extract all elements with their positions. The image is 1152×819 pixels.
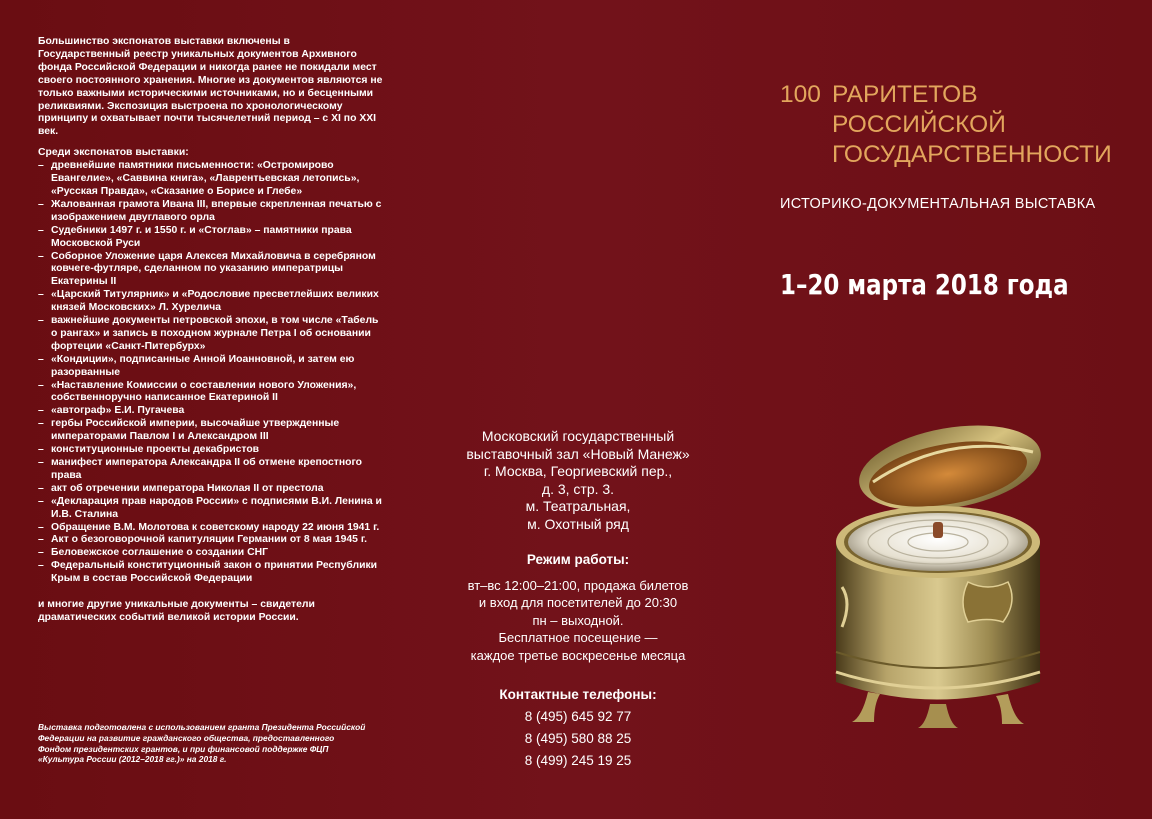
list-item: – манифест императора Александра II об отмене крепостного права — [38, 457, 383, 483]
exhibition-title — [780, 80, 1112, 170]
hours-line: пн – выходной. — [532, 612, 624, 628]
info-column — [436, 428, 720, 772]
silver-casket-with-scroll-icon — [818, 412, 1058, 737]
exhibits-list-title: Среди экспонатов выставки: — [38, 147, 189, 159]
phones-heading: Контактные телефоны: — [499, 687, 657, 703]
phone-number: 8 (495) 580 88 25 — [524, 731, 632, 747]
closing-text: и многие другие уникальные документы – свидетели драматических событий великой истории России. — [38, 599, 315, 623]
phone-number: 8 (499) 245 19 25 — [524, 753, 632, 769]
list-item: – Судебники 1497 г. и 1550 г. и «Стоглав» – памятники права Московской Руси — [38, 225, 383, 251]
title-line-3: ГОСУДАРСТВЕННОСТИ — [832, 141, 1112, 168]
opening-hours — [436, 577, 720, 665]
hours-line: и вход для посетителей до 20:30 — [478, 595, 678, 611]
venue-line: м. Театральная, — [525, 498, 631, 515]
exhibits-list — [38, 160, 383, 586]
hours-line: каждое третье воскресенье месяца — [470, 647, 686, 663]
list-item: – «Декларация прав народов России» с подписями В.И. Ленина и И.В. Сталина — [38, 496, 383, 522]
list-item: – Беловежское соглашение о создании СНГ — [38, 547, 383, 560]
hours-line: Бесплатное посещение — — [498, 630, 658, 646]
venue-line: г. Москва, Георгиевский пер., — [483, 463, 673, 480]
list-item: – «Наставление Комиссии о составлении нового Уложения», собственноручно написанное Екатериной II — [38, 380, 383, 406]
list-item: – «Кондиции», подписанные Анной Иоанновной, и затем ею разорванные — [38, 354, 383, 380]
venue-address — [436, 428, 720, 534]
list-item: – «автограф» Е.И. Пугачева — [38, 405, 383, 418]
exhibition-dates: 1–20 марта 2018 года — [780, 268, 1069, 301]
list-item: – Акт о безоговорочной капитуляции Германии от 8 мая 1945 г. — [38, 534, 383, 547]
intro-text: Большинство экспонатов выставки включены в Государственный реестр уникальных документов Архивного фонда Российской Федерации и никогда ранее не покидали мест своего постоянного хранения. Многие из документов являются не только важными историческими источниками, но и бесценными реликвиями. Экспозиция выстроена по хронологическому принципу и охватывает почти тысячелетний период – с XI по XXI век. — [38, 36, 383, 138]
exhibits-column — [38, 36, 383, 625]
title-line-2: РОССИЙСКОЙ — [832, 111, 1006, 138]
list-item: – гербы Российской империи, высочайше утвержденные императорами Павлом I и Александром III — [38, 418, 383, 444]
venue-line: д. 3, стр. 3. — [541, 480, 615, 497]
list-item: – «Царский Титулярник» и «Родословие пресветлейших великих князей Московских» Л. Хурелича — [38, 289, 383, 315]
phone-number: 8 (495) 645 92 77 — [524, 709, 632, 725]
list-item: – Жалованная грамота Ивана III, впервые скрепленная печатью с изображением двуглавого орла — [38, 199, 383, 225]
list-item: – древнейшие памятники письменности: «Остромирово Евангелие», «Саввина книга», «Лаврентьевская летопись», «Русская Правда», «Сказание о Борисе и Глебе» — [38, 160, 383, 199]
title-line-1: РАРИТЕТОВ — [832, 81, 978, 108]
phone-list — [436, 706, 720, 772]
hours-line: вт–вс 12:00–21:00, продажа билетов — [467, 577, 689, 593]
list-item: – Соборное Уложение царя Алексея Михайловича в серебряном ковчеге-футляре, сделанном по указанию императрицы Екатерины II — [38, 251, 383, 290]
venue-line: Московский государственный — [481, 428, 675, 444]
exhibition-subtitle: ИСТОРИКО-ДОКУМЕНТАЛЬНАЯ ВЫСТАВКА — [780, 196, 1096, 212]
hours-heading: Режим работы: — [526, 551, 630, 567]
title-number: 100 — [780, 81, 821, 108]
list-item: – Обращение В.М. Молотова к советскому народу 22 июня 1941 г. — [38, 522, 383, 535]
list-item: – акт об отречении императора Николая II от престола — [38, 483, 383, 496]
list-item: – конституционные проекты декабристов — [38, 444, 383, 457]
list-item: – важнейшие документы петровской эпохи, в том числе «Табель о рангах» и запись в походном журнале Петра I об основании фортеции «Санкт-Питербурх» — [38, 315, 383, 354]
venue-line: выставочный зал «Новый Манеж» — [466, 445, 690, 462]
venue-line: м. Охотный ряд — [527, 515, 629, 532]
list-item: – Федеральный конституционный закон о принятии Республики Крым в состав Российской Федерации — [38, 560, 383, 586]
grant-note: Выставка подготовлена с использованием гранта Президента Российской Федерации на развитие гражданского общества, предоставленного Фондом президентских грантов, и при финансовой поддержке ФЦП «Культура России (2012–2018 гг.)» на 2018 г. — [38, 722, 366, 765]
